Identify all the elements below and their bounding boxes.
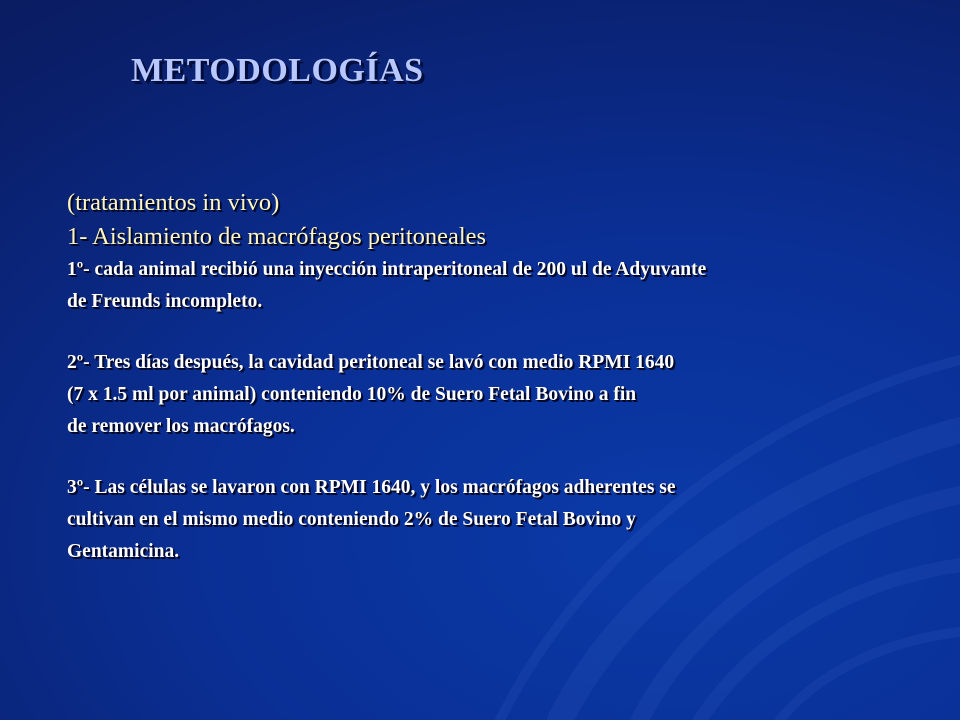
section-heading: 1- Aislamiento de macrófagos peritoneales — [67, 223, 487, 250]
slide-subtitle: (tratamientos in vivo) — [67, 189, 280, 216]
spacer — [67, 318, 947, 347]
step-2-text: 2º- Tres días después, la cavidad peritoneal se lavó con medio RPMI 1640 (7 x 1.5 ml por animal) conteniendo 10% de Suero Fetal Bovino a fin de remover los macrófagos. — [67, 352, 675, 437]
step-3-text: 3º- Las células se lavaron con RPMI 1640, y los macrófagos adherentes se cultivan en el mismo medio conteniendo 2% de Suero Fetal Bovino y Gentamicina. — [67, 477, 676, 562]
slide-body — [67, 186, 947, 568]
slide-title: METODOLOGÍAS — [131, 52, 424, 89]
spacer — [67, 443, 947, 472]
step-1-text: 1º- cada animal recibió una inyección intraperitoneal de 200 ul de Adyuvante de Freunds incompleto. — [67, 259, 707, 312]
